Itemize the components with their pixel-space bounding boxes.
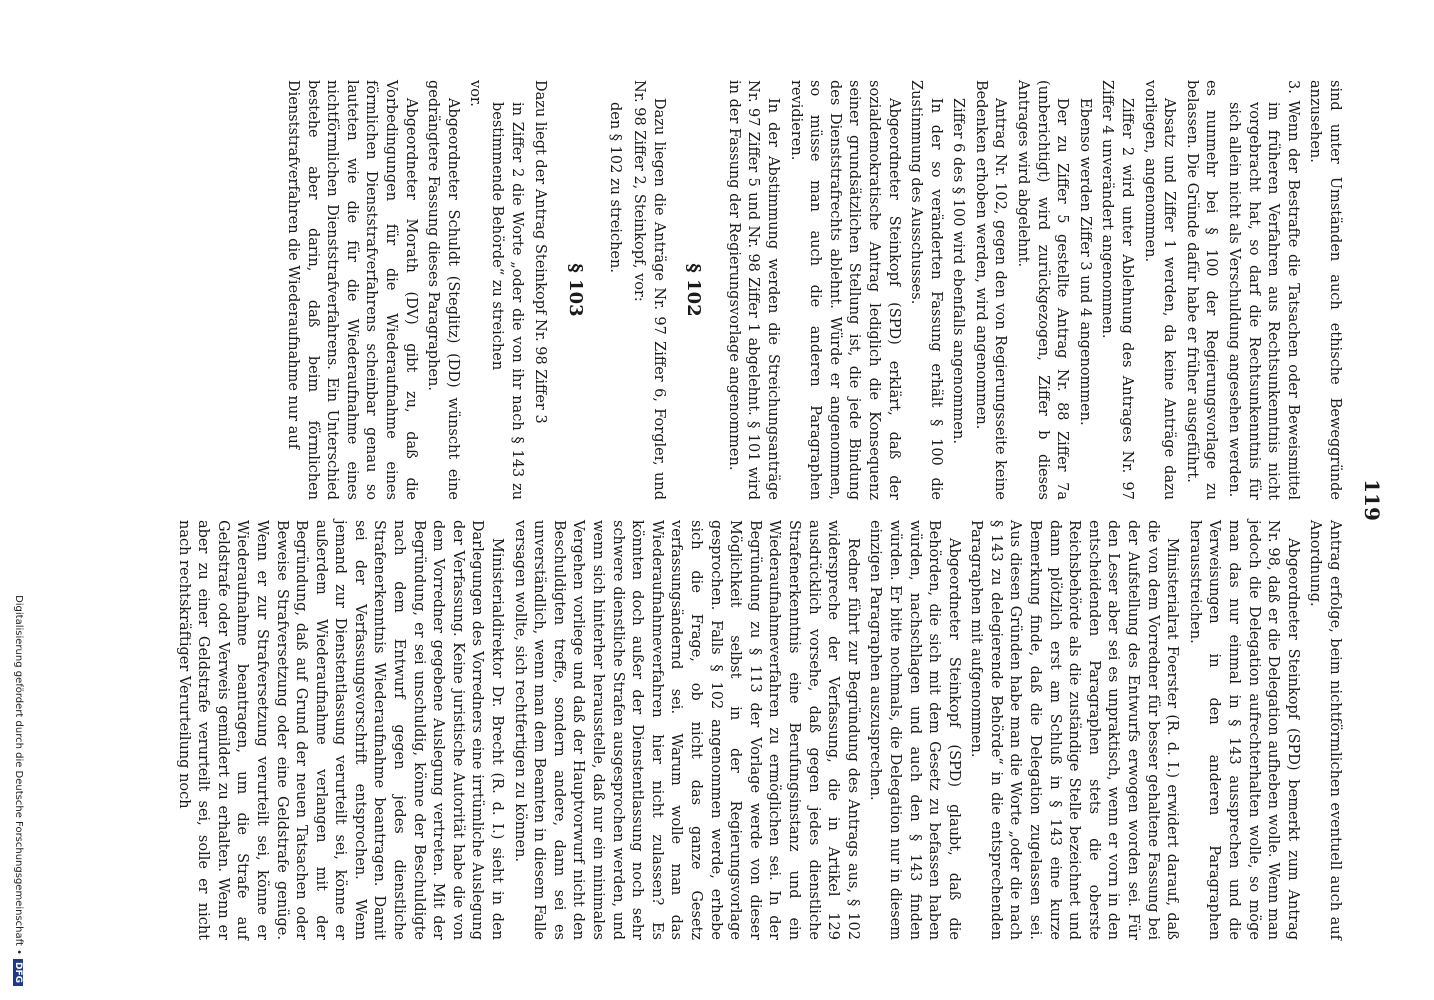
credit-text: Digitalisierung gefördert durch die Deutsche Forschungsgemeinschaft • <box>13 595 24 955</box>
paragraph: Ministerialdirektor Dr. Brecht (R. d. I.) sieht in den Darlegungen des Vorredners eine irrtümliche Auslegung der Verfassung. Keine juristische Autorität habe die von dem Vorredner gegebene Auslegung vertreten. Mit der Begründung, er sei unschuldig, könne der Beschuldigte nach dem Entwurf gegen jedes dienstliche Strafenerkenntnis Wiederaufnahme beantragen. Damit sei der Verfassungsvorschrift entsprochen. Wenn jemand zur Dienstentlassung verurteilt sei, könne er außerdem Wiederaufnahme verlangen mit der Begründung, daß auf Grund der neuen Tatsachen oder Beweise Strafversetzung oder eine Geldstrafe genüge. Wenn er zur Strafversetzung verurteilt sei, könne er Wiederaufnahme beantragen, um die Strafe auf Geldstrafe oder Verweis gemildert zu erhalten. Wenn er aber zu einer Geldstrafe verurteilt sei, solle er nicht nach rechtskräftiger Verurteilung noch <box>175 520 506 940</box>
paragraph: In der Abstimmung werden die Streichungsanträge Nr. 97 Ziffer 5 und Nr. 98 Ziffer 1 abgelehnt. § 101 wird in der Fassung der Regierungsvorlage angenommen. <box>725 80 781 500</box>
page-number: 119 <box>1360 479 1384 521</box>
paragraph: in Ziffer 2 die Worte „oder die von ihr nach § 143 zu bestimmende Behörde“ zu streichen <box>489 102 525 500</box>
paragraph: Der zu Ziffer 5 gestellte Antrag Nr. 88 Ziffer 7a (unberichtigt) wird zurückgezogen, Ziffer b dieses Antrages wird abgelehnt. <box>1015 80 1071 500</box>
paragraph: Antrag erfolge, beim nichtförmlichen eventuell auch auf Anordnung. <box>1307 520 1343 940</box>
section-heading: § 102 <box>683 263 705 317</box>
paragraph: Ziffer 6 des § 100 wird ebenfalls angenommen. <box>950 98 967 444</box>
paragraph: Ziffer 2 wird unter Ablehnung des Antrages Nr. 97 Ziffer 4 unverändert angenommen. <box>1099 80 1136 500</box>
paragraph: Ministerialrat Foerster (R. d. I.) erwidert darauf, daß die von dem Vorredner für besser gehaltene Fassung bei der Aufstellung des Entwurfs erwogen worden sei. Für den Leser aber sei es unpraktisch, wenn er vorn in den entscheidenden Paragraphen stets die oberste Reichsbehörde als die zuständige Stelle bezeichnet und dann plötzlich erst am Schluß in § 143 eine kurze Bemerkung finde, daß die Delegation zugelassen sei. Aus diesen Gründen habe man die Worte „oder die nach § 143 zu delegierende Behörde“ in die entsprechenden Paragraphen mit aufgenommen. <box>968 520 1181 940</box>
paragraph: Abgeordneter Steinkopf (SPD) glaubt, daß die Behörden, die sich mit dem Gesetz zu befassen haben würden, nachschlagen und auch den § 143 finden würden. Er bitte nochmals, die Delegation nur in diesem einzigen Paragraphen auszusprechen. <box>867 520 962 940</box>
paragraph: 3. Wenn der Bestrafte die Tatsachen oder Beweismittel im früheren Verfahren aus Rechtsunkenntnis nicht vorgebracht hat, so darf die Rechtsunkenntnis für sich allein nicht als Verschuldung angesehen werden. <box>1226 80 1301 500</box>
paragraph: Abgeordneter Schuldt (Steglitz) (DD) wünscht eine gedrängtere Fassung dieses Paragraphen. <box>425 80 461 500</box>
left-text-column <box>280 80 1345 500</box>
paragraph: Dazu liegt der Antrag Steinkopf Nr. 98 Ziffer 3 <box>532 80 549 424</box>
section-heading: § 103 <box>564 263 586 317</box>
paragraph: es nunmehr bei § 100 der Regierungsvorlage zu belassen. Die Gründe dafür habe er früher ausgeführt. <box>1183 80 1220 500</box>
dfg-logo: DFG <box>13 959 23 986</box>
paragraph: Abgeordneter Morath (DV) gibt zu, daß die Vorbedingungen für die Wiederaufnahme eines förmlichen Dienststrafverfahrens scheinbar genau so lauteten wie die für die Wiederaufnahme eines nichtförmlichen Dienststrafverfahrens. Ein Unterschied bestehe aber darin, daß beim förmlichen Dienststrafverfahren die Wiederaufnahme nur auf <box>285 80 419 500</box>
paragraph: Dazu liegen die Anträge Nr. 97 Ziffer 6, Forgler, und Nr. 98 Ziffer 2, Steinkopf, vor: <box>631 80 667 500</box>
paragraph: sind unter Umständen auch ethische Beweggründe anzusehen. <box>1307 80 1343 500</box>
right-text-column <box>170 520 1344 940</box>
paragraph: Redner führt zur Begründung des Antrags aus, § 102 widerspreche der Verfassung, die in Artikel 129 ausdrücklich vorsehe, daß gegen jedes dienstliche Strafenerkenntnis eine Berufungsinstanz und ein Wiederaufnahmeverfahren zu ermöglichen sei. In der Begründung zu § 113 der Vorlage werde von dieser Möglichkeit selbst in der Regierungsvorlage gesprochen. Falls § 102 angenommen werde, erhebe sich die Frage, ob nicht das ganze Gesetz verfassungsändernd sei. Warum wolle man das Wiederaufnahmeverfahren hier nicht zulassen? Es könnten doch außer der Dienstentlassung noch sehr schwere dienstliche Strafen ausgesprochen werden, und wenn sich hinterher herausstelle, daß nur ein minimales Vergehen vorliege und daß der Hauptvorwurf nicht den Beschuldigten treffe, sondern andere, dann sei es unverständlich, wenn man dem Beamten in diesem Falle versagen wollte, sich rechtfertigen zu können. <box>511 520 861 940</box>
digitization-credit-bar <box>0 0 24 1000</box>
paragraph: Abgeordneter Steinkopf (SPD) bemerkt zum Antrag Nr. 98, daß er die Delegation aufheben wolle. Wenn man jedoch die Delegation aufrechterhalten wolle, so möge man das nur einmal in § 143 aussprechen und die Verweisungen in den anderen Paragraphen herausstreichen. <box>1186 520 1301 940</box>
digitization-credit <box>13 595 24 986</box>
paragraph: vor. <box>467 80 484 107</box>
paragraph: Abgeordneter Steinkopf (SPD) erklärt, daß der sozialdemokratische Antrag lediglich die Konsequenz seiner grundsätzlichen Stellung ist, die jede Bindung des Dienststrafrechts ablehnt. Würde er angenommen, so müsse man auch die anderen Paragraphen revidieren. <box>787 80 902 500</box>
paragraph: Antrag Nr. 102, gegen den von Regierungsseite keine Bedenken erhoben werden, wird angenommen. <box>972 80 1009 500</box>
paragraph: Absatz und Ziffer 1 werden, da keine Anträge dazu vorliegen, angenommen. <box>1141 80 1178 500</box>
paragraph: Ebenso werden Ziffer 3 und 4 angenommen. <box>1076 98 1093 426</box>
paragraph: den § 102 zu streichen. <box>607 102 624 273</box>
paragraph: In der so veränderten Fassung erhält § 100 die Zustimmung des Ausschusses. <box>908 80 944 500</box>
